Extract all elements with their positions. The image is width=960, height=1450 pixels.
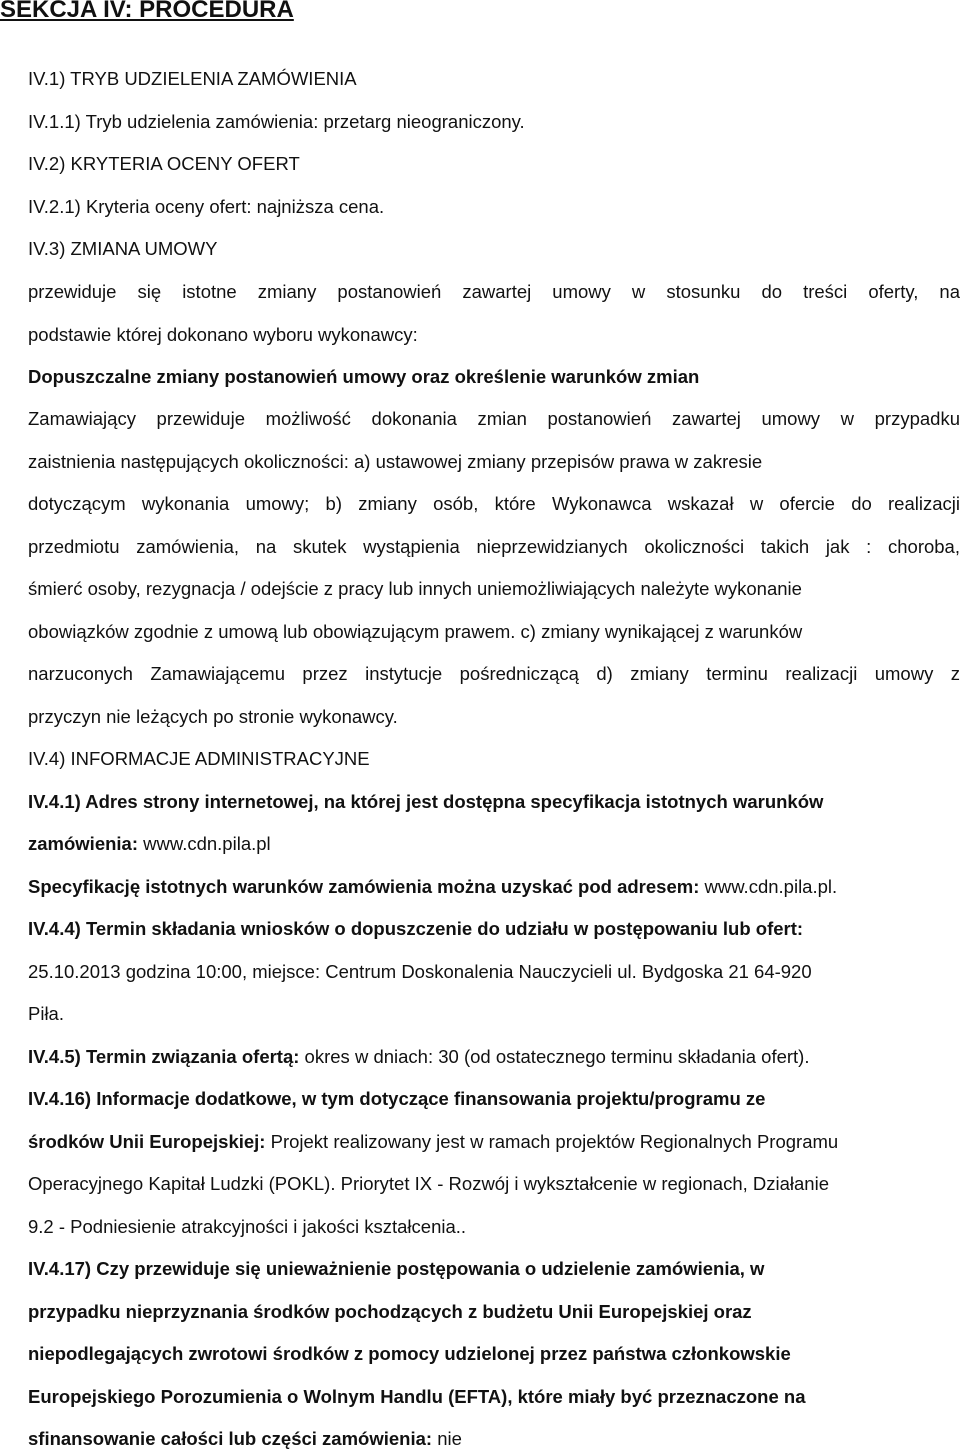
contract-change-body-line: zaistnienia następujących okoliczności: a) ustawowej zmiany przepisów prawa w zakresie [28, 451, 763, 472]
binding-period-label: IV.4.5) Termin związania ofertą: [28, 1046, 300, 1067]
contract-change-body-line: przyczyn nie leżących po stronie wykonawcy. [28, 706, 398, 727]
contract-change-body-line: dotyczącym wykonania umowy; b) zmiany osób, które Wykonawca wskazał w ofercie do realizacji [28, 493, 960, 514]
website-url[interactable]: www.cdn.pila.pl [138, 833, 271, 854]
award-criteria [28, 196, 384, 218]
heading-iv-1: IV.1) TRYB UDZIELENIA ZAMÓWIENIA [28, 68, 357, 89]
cancellation-line [28, 1428, 462, 1450]
contract-change-lead-line: przewiduje się istotne zmiany postanowień zawartej umowy w stosunku do treści oferty, na [28, 281, 960, 302]
procedure-type-label: IV.1.1) Tryb udzielenia zamówienia: [28, 111, 319, 132]
award-criteria-value: najniższa cena. [251, 196, 385, 217]
specification-url[interactable]: www.cdn.pila.pl. [699, 876, 838, 897]
contract-change-body-line: Zamawiający przewiduje możliwość dokonania zmian postanowień zawartej umowy w przypadku [28, 408, 960, 429]
additional-info-label: środków Unii Europejskiej: [28, 1131, 266, 1152]
heading-iv-2: IV.2) KRYTERIA OCENY OFERT [28, 153, 300, 174]
cancellation-value: nie [432, 1428, 462, 1449]
specification-line [28, 876, 837, 898]
cancellation-label-line: IV.4.17) Czy przewiduje się unieważnienie postępowania o udzielenie zamówienia, w [28, 1258, 765, 1279]
contract-change-body-line: narzuconych Zamawiającemu przez instytucje pośredniczącą d) zmiany terminu realizacji umowy z [28, 663, 960, 684]
section-title: SEKCJA IV: PROCEDURA [0, 0, 294, 23]
contract-change-body-line: obowiązków zgodnie z umową lub obowiązującym prawem. c) zmiany wynikającej z warunków [28, 621, 803, 642]
award-criteria-label: IV.2.1) Kryteria oceny ofert: [28, 196, 252, 217]
contract-change-lead-line: podstawie której dokonano wyboru wykonawcy: [28, 324, 418, 345]
procedure-type-value: przetarg nieograniczony. [318, 111, 525, 132]
additional-info-value-line: 9.2 - Podniesienie atrakcyjności i jakości kształcenia.. [28, 1216, 467, 1237]
deadline-value-line: 25.10.2013 godzina 10:00, miejsce: Centrum Doskonalenia Nauczycieli ul. Bydgoska 21 64-920 [28, 961, 812, 982]
heading-iv-3: IV.3) ZMIANA UMOWY [28, 238, 218, 259]
contract-change-body-line: śmierć osoby, rezygnacja / odejście z pracy lub innych uniemożliwiających należyte wykonanie [28, 578, 802, 599]
additional-info-value: Projekt realizowany jest w ramach projektów Regionalnych Programu [265, 1131, 839, 1152]
binding-period-value: okres w dniach: 30 (od ostatecznego terminu składania ofert). [299, 1046, 810, 1067]
additional-info-label-line: IV.4.16) Informacje dodatkowe, w tym dotyczące finansowania projektu/programu ze [28, 1088, 766, 1109]
contract-change-subheading: Dopuszczalne zmiany postanowień umowy oraz określenie warunków zmian [28, 366, 700, 387]
heading-iv-4: IV.4) INFORMACJE ADMINISTRACYJNE [28, 748, 370, 769]
website-label-line: IV.4.1) Adres strony internetowej, na której jest dostępna specyfikacja istotnych warunków [28, 791, 824, 812]
procedure-type [28, 111, 525, 133]
cancellation-label: sfinansowanie całości lub części zamówienia: [28, 1428, 433, 1449]
deadline-value-line: Piła. [28, 1003, 64, 1024]
website-line [28, 833, 271, 855]
contract-change-body-line: przedmiotu zamówienia, na skutek wystąpienia nieprzewidzianych okoliczności takich jak : choroba, [28, 536, 960, 557]
specification-label: Specyfikację istotnych warunków zamówienia można uzyskać pod adresem: [28, 876, 700, 897]
additional-info-line [28, 1131, 838, 1153]
binding-period-line [28, 1046, 809, 1068]
cancellation-label-line: Europejskiego Porozumienia o Wolnym Handlu (EFTA), które miały być przeznaczone na [28, 1386, 806, 1407]
cancellation-label-line: przypadku nieprzyznania środków pochodzących z budżetu Unii Europejskiej oraz [28, 1301, 752, 1322]
website-label: zamówienia: [28, 833, 138, 854]
deadline-label: IV.4.4) Termin składania wniosków o dopuszczenie do udziału w postępowaniu lub ofert: [28, 918, 804, 939]
cancellation-label-line: niepodlegających zwrotowi środków z pomocy udzielonej przez państwa członkowskie [28, 1343, 791, 1364]
additional-info-value-line: Operacyjnego Kapitał Ludzki (POKL). Priorytet IX - Rozwój i wykształcenie w regionach, Działanie [28, 1173, 829, 1194]
